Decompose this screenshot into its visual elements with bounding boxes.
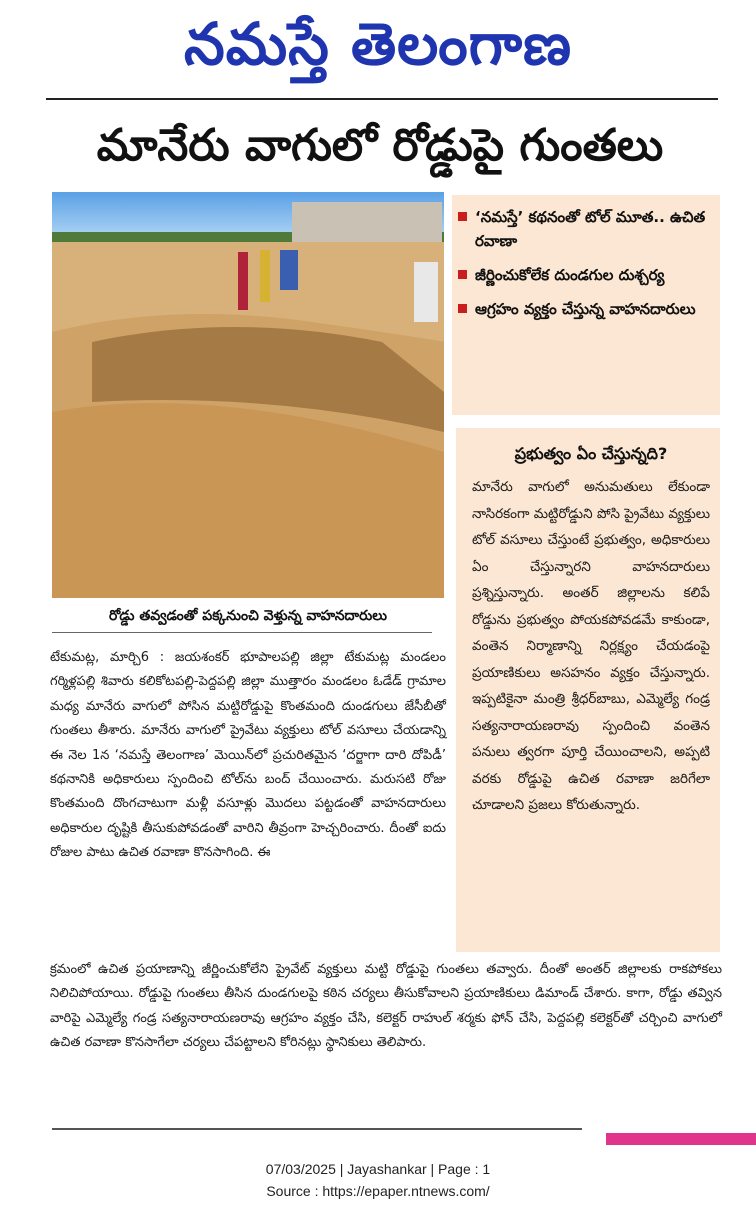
- highlight-text: జీర్ణించుకోలేక దుండగుల దుశ్చర్య: [475, 266, 665, 284]
- article-continuation: క్రమంలో ఉచిత ప్రయాణాన్ని జీర్ణించుకోలేని ప్రైవేట్ వ్యక్తులు మట్టి రోడ్డుపై గుంతలు తవ్వారు. దీంతో అంతర్ జిల్లాలకు రాకపోకలు నిలిచిపోయాయి. రోడ్డుపై గుంతలు తీసిన దుండగులపై కఠిన చర్యలు తీసుకోవాలని ప్రయాణికులు డిమాండ్ చేశారు. కాగా, రోడ్డు తవ్విన వారిపై ఎమ్మెల్యే గండ్ర సత్యనారాయణరావు ఆగ్రహం వ్యక్తం చేసి, కలెక్టర్ రాహుల్ శర్మకు ఫోన్ చేసి, పెద్దపల్లి కలెక్టర్‌తో చర్చించి వాగులో ఉచిత రవాణా కొనసాగేలా చర్యలు చేపట్టాలని కోరినట్లు స్థానికులు తెలిపారు.: [50, 962, 722, 1051]
- highlight-item: [458, 263, 712, 287]
- caption-divider: [52, 632, 432, 633]
- sidebar-title: ప్రభుత్వం ఏం చేస్తున్నది?: [514, 444, 668, 463]
- footer-date-line: 07/03/2025 | Jayashankar | Page : 1: [265, 1161, 491, 1177]
- headline: మానేరు వాగులో రోడ్డుపై గుంతలు: [96, 120, 664, 171]
- footer-source-line: Source : https://epaper.ntnews.com/: [266, 1183, 490, 1199]
- article-body: టేకుమట్ల, మార్చి6 : జయశంకర్ భూపాలపల్లి జిల్లా టేకుమట్ల మండలం గర్మిళ్లపల్లి శివారు కలికోటపల్లి-పెద్దపల్లి జిల్లా ముత్తారం మండలం ఓడేడ్ గ్రామాల మధ్య మానేరు వాగులో పోసిన మట్టిరోడ్డుపై కొంతమంది దుండగులు జేసీబీతో గుంతలు తీశారు. మానేరు వాగులో ప్రైవేటు వ్యక్తులు టోల్ వసూలు చేయడాన్ని ఈ నెల 1న ‘నమస్తే తెలంగాణ’ మెయిన్‌లో ప్రచురితమైన ‘దర్జాగా దారి దోపిడీ’ కథనానికి అధికారులు స్పందించి టోల్‌ను బంద్ చేయించారు. మరుసటి రోజు కొంతమంది దొంగచాటుగా మళ్లీ వసూళ్లు మొదలు పట్టడంతో వాహనదారులు అధికారుల దృష్టికి తీసుకుపోవడంతో వారిని తీవ్రంగా హెచ్చరించారు. దీంతో ఐదు రోజుల పాటు ఉచిత రవాణా కొనసాగింది. ఈ: [50, 650, 446, 861]
- sidebar-box: [456, 428, 720, 952]
- highlight-text: ఆగ్రహం వ్యక్తం చేస్తున్న వాహనదారులు: [475, 300, 696, 318]
- page-footer: [0, 1158, 756, 1202]
- highlight-text: ‘నమస్తే’ కథనంతో టోల్ మూత.. ఉచిత రవాణా: [475, 208, 706, 250]
- highlight-item: [458, 205, 712, 253]
- square-bullet-icon: [458, 212, 467, 221]
- bottom-divider: [52, 1128, 582, 1130]
- square-bullet-icon: [458, 304, 467, 313]
- sidebar-body: మానేరు వాగులో అనుమతులు లేకుండా నాసిరకంగా మట్టిరోడ్డుని పోసి ప్రైవేటు వ్యక్తులు టోల్ వసూలు చేస్తుంటే ప్రభుత్వం, అధికారులు ఏం చేస్తున్నారని వాహనదారులు ప్రశ్నిస్తున్నారు. అంతర్ జిల్లాలను కలిపే రోడ్డును ప్రభుత్వం పోయకపోవడమే కాకుండా, వంతెన నిర్మాణాన్ని నిర్లక్ష్యం చేయడంపై ప్రయాణికులు అసహనం వ్యక్తం చేస్తున్నారు. ఇప్పటికైనా మంత్రి శ్రీధర్‌బాబు, ఎమ్మెల్యే గండ్ర సత్యనారాయణరావు స్పందించి వంతెన పనులు త్వరగా పూర్తి చేయించాలని, అప్పటి వరకు రోడ్డుపై ఉచిత రవాణా జరిగేలా చూడాలని ప్రజలు కోరుతున్నారు.: [472, 479, 710, 813]
- top-divider: [46, 98, 718, 100]
- news-photo: [52, 192, 444, 598]
- masthead-title: నమస్తే తెలంగాణ: [184, 10, 572, 78]
- decorative-strip: [606, 1133, 756, 1145]
- highlight-item: [458, 297, 712, 321]
- photo-caption: రోడ్డు తవ్వడంతో పక్కనుంచి వెళ్తున్న వాహనదారులు: [108, 608, 388, 624]
- highlights-box: [452, 195, 720, 415]
- square-bullet-icon: [458, 270, 467, 279]
